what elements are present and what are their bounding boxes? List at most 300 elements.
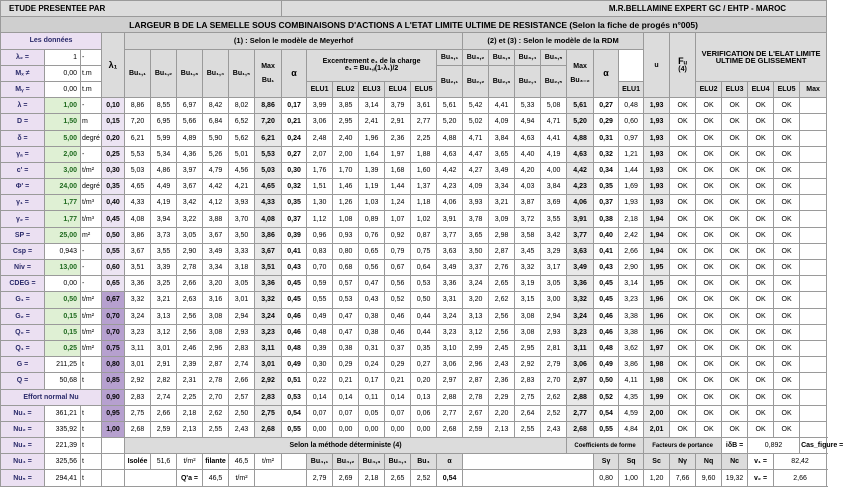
param-value[interactable]: 1,00 bbox=[45, 98, 81, 114]
bu3-cell: 3,29 bbox=[541, 243, 567, 259]
portance-header: Nγ bbox=[670, 454, 696, 470]
verif-ok-cell: OK bbox=[748, 421, 774, 437]
excentrement-cell: 0,55 bbox=[307, 292, 333, 308]
alpha-header: α bbox=[437, 454, 463, 470]
alpha2-cell: 0,45 bbox=[594, 276, 619, 292]
spacer-cell bbox=[282, 454, 307, 470]
table-row bbox=[1, 340, 827, 356]
verif-ok-cell: OK bbox=[722, 405, 748, 421]
param-value[interactable]: 1,77 bbox=[45, 211, 81, 227]
excentrement-cell: 0,21 bbox=[333, 373, 359, 389]
param-label: Nu₃ = bbox=[1, 438, 45, 454]
param-unit: t/m² bbox=[81, 324, 102, 340]
excentrement-cell: 0,20 bbox=[411, 373, 437, 389]
param-label: δ = bbox=[1, 130, 45, 146]
param-unit: t bbox=[81, 438, 102, 454]
excentrement-cell: 1,19 bbox=[359, 179, 385, 195]
verif-max-cell bbox=[800, 389, 827, 405]
bu3-cell: 4,71 bbox=[463, 130, 489, 146]
u-cell: 3,38 bbox=[619, 308, 644, 324]
table-row bbox=[1, 389, 827, 405]
alpha2-cell: 0,35 bbox=[594, 179, 619, 195]
excentrement-cell: 0,39 bbox=[307, 340, 333, 356]
max-bu3-cell: 3,63 bbox=[567, 243, 594, 259]
bu3-cell: 2,56 bbox=[489, 324, 515, 340]
verif-ok-cell: OK bbox=[696, 227, 722, 243]
lambda1-cell: 1,00 bbox=[102, 421, 125, 437]
fu-cell: 1,96 bbox=[644, 324, 670, 340]
bu21-header: Bu₂,₁ bbox=[437, 65, 463, 97]
bu3-cell: 2,65 bbox=[489, 276, 515, 292]
bu33-header: Bu₃,₃ bbox=[489, 49, 515, 65]
bu3-cell: 3,77 bbox=[437, 227, 463, 243]
bu3-cell: 2,95 bbox=[515, 340, 541, 356]
bu3-cell: 3,37 bbox=[463, 260, 489, 276]
param-value[interactable]: 5,00 bbox=[45, 130, 81, 146]
verif-ok-cell: OK bbox=[774, 405, 800, 421]
verif-ok-cell: OK bbox=[748, 260, 774, 276]
spacer-cell bbox=[463, 454, 594, 470]
excentrement-cell: 0,24 bbox=[359, 357, 385, 373]
excentrement-cell: 1,96 bbox=[359, 130, 385, 146]
alpha2-cell: 0,43 bbox=[594, 260, 619, 276]
excentrement-cell: 0,57 bbox=[333, 276, 359, 292]
param-label: Q = bbox=[1, 373, 45, 389]
fu-cell: 1,96 bbox=[644, 308, 670, 324]
bu3-cell: 2,98 bbox=[489, 227, 515, 243]
portance-header: Nc bbox=[722, 454, 748, 470]
param-value[interactable]: 1 bbox=[45, 49, 81, 65]
bu1-cell: 5,01 bbox=[229, 146, 255, 162]
table-row bbox=[1, 357, 827, 373]
u-cell: 4,84 bbox=[619, 421, 644, 437]
excentrement-cell: 0,64 bbox=[411, 260, 437, 276]
max-bu1-cell: 3,24 bbox=[255, 308, 282, 324]
excentrement-cell: 0,13 bbox=[411, 389, 437, 405]
param-unit: - bbox=[81, 98, 102, 114]
excentrement-cell: 3,79 bbox=[385, 98, 411, 114]
param-unit: t/m³ bbox=[81, 211, 102, 227]
param-unit: t bbox=[81, 470, 102, 486]
param-value[interactable]: 0,15 bbox=[45, 308, 81, 324]
verif-ok-cell: OK bbox=[670, 146, 696, 162]
param-label: λ₂ = bbox=[1, 49, 45, 65]
bu23-header: Bu₂,₃ bbox=[489, 65, 515, 97]
bu1-cell: 3,20 bbox=[203, 276, 229, 292]
bu1-cell: 6,21 bbox=[125, 130, 151, 146]
bu1-cell: 2,92 bbox=[125, 373, 151, 389]
lambda1-cell: 0,70 bbox=[102, 308, 125, 324]
bu1-cell: 2,75 bbox=[125, 405, 151, 421]
param-value[interactable]: 221,39 bbox=[45, 438, 81, 454]
max-bu3-cell: 4,23 bbox=[567, 179, 594, 195]
bu3-cell: 3,91 bbox=[437, 211, 463, 227]
alpha2-cell: 0,46 bbox=[594, 324, 619, 340]
param-value[interactable]: 325,56 bbox=[45, 454, 81, 470]
bu1-cell: 3,67 bbox=[177, 179, 203, 195]
excentrement-cell: 1,08 bbox=[333, 211, 359, 227]
excentrement-cell: 1,07 bbox=[385, 211, 411, 227]
param-value[interactable]: 1,77 bbox=[45, 195, 81, 211]
verif-ok-cell: OK bbox=[670, 357, 696, 373]
excentrement-cell: 1,30 bbox=[307, 195, 333, 211]
verif-ok-cell: OK bbox=[670, 276, 696, 292]
banner-title: LARGEUR B DE LA SEMELLE SOUS COMBINAISONS D'ACTIONS A L'ETAT LIMITE ULTIME DE RESISTANCE (Selon la fiche de progés n°005) bbox=[1, 17, 827, 33]
verif-ok-cell: OK bbox=[696, 276, 722, 292]
bu1-cell: 8,42 bbox=[203, 98, 229, 114]
excentrement-cell: 0,48 bbox=[307, 324, 333, 340]
param-value[interactable]: 294,41 bbox=[45, 470, 81, 486]
param-label: γ₁ = bbox=[1, 195, 45, 211]
bu1-cell: 3,01 bbox=[125, 357, 151, 373]
excentrement-cell: 0,68 bbox=[333, 260, 359, 276]
bu1-cell: 4,19 bbox=[151, 195, 177, 211]
bu3-cell: 3,49 bbox=[437, 260, 463, 276]
bu3-cell: 3,08 bbox=[515, 308, 541, 324]
param-unit: t bbox=[81, 421, 102, 437]
alpha-cell: 0,41 bbox=[282, 243, 307, 259]
alpha-cell: 0,37 bbox=[282, 211, 307, 227]
param-value[interactable]: 3,00 bbox=[45, 162, 81, 178]
excentrement-cell: 0,70 bbox=[307, 260, 333, 276]
param-unit: t bbox=[81, 357, 102, 373]
verif-max-cell bbox=[800, 227, 827, 243]
param-value[interactable]: 0,25 bbox=[45, 340, 81, 356]
bu1-cell: 3,08 bbox=[203, 308, 229, 324]
verif-ok-cell: OK bbox=[670, 114, 696, 130]
bu1-cell: 2,50 bbox=[229, 405, 255, 421]
v1-label: v₁ = bbox=[748, 454, 774, 470]
bu3-cell: 2,70 bbox=[541, 373, 567, 389]
bu35-header: Bu₃,₅ bbox=[541, 49, 567, 65]
alpha-cell: 0,35 bbox=[282, 195, 307, 211]
alpha2-cell: 0,55 bbox=[594, 421, 619, 437]
param-value[interactable]: 50,68 bbox=[45, 373, 81, 389]
bu3-cell: 3,00 bbox=[541, 292, 567, 308]
param-label: Csp = bbox=[1, 243, 45, 259]
param-value[interactable]: 335,92 bbox=[45, 421, 81, 437]
max-bu1-cell: 7,20 bbox=[255, 114, 282, 130]
verif-ok-cell: OK bbox=[722, 227, 748, 243]
excentrement-cell: 0,93 bbox=[333, 227, 359, 243]
bu3-cell: 5,20 bbox=[437, 114, 463, 130]
verif-max-cell bbox=[800, 308, 827, 324]
elu2-header: ELU2 bbox=[333, 81, 359, 97]
bu1-cell: 3,42 bbox=[177, 195, 203, 211]
param-label: G₁ = bbox=[1, 292, 45, 308]
alpha-cell: 0,21 bbox=[282, 114, 307, 130]
bu1-cell: 4,36 bbox=[177, 146, 203, 162]
bu1-cell: 2,13 bbox=[177, 421, 203, 437]
excentrement-header: Excentrement e₁ de la charge e₁ = Bu₁,ᵢ(1-λ₁)/2 bbox=[307, 49, 437, 81]
bu3-cell: 3,32 bbox=[515, 260, 541, 276]
excentrement-cell: 0,00 bbox=[333, 421, 359, 437]
fu-cell: 2,00 bbox=[644, 405, 670, 421]
excentrement-cell: 3,85 bbox=[333, 98, 359, 114]
alpha2-cell: 0,32 bbox=[594, 146, 619, 162]
bu3-cell: 3,50 bbox=[463, 243, 489, 259]
bu3-cell: 4,71 bbox=[541, 114, 567, 130]
excentrement-cell: 2,91 bbox=[385, 114, 411, 130]
verif-max-cell bbox=[800, 324, 827, 340]
verif-ok-cell: OK bbox=[696, 373, 722, 389]
alpha-cell: 0,45 bbox=[282, 276, 307, 292]
u-cell: 1,21 bbox=[619, 146, 644, 162]
verif-max-cell bbox=[800, 130, 827, 146]
u-cell: 2,18 bbox=[619, 211, 644, 227]
bu1-cell: 2,68 bbox=[125, 421, 151, 437]
bu1-cell: 4,89 bbox=[177, 130, 203, 146]
portance-value: 9,60 bbox=[696, 470, 722, 486]
bu1-cell: 3,25 bbox=[151, 276, 177, 292]
bu3-cell: 5,33 bbox=[515, 98, 541, 114]
alpha2-cell: 0,41 bbox=[594, 243, 619, 259]
meyerhof-header: (1) : Selon le modèle de Meyerhof bbox=[125, 33, 463, 49]
bu1-cell: 3,05 bbox=[229, 276, 255, 292]
max-bu1-cell: 3,67 bbox=[255, 243, 282, 259]
bu1-cell: 3,22 bbox=[177, 211, 203, 227]
alpha-cell: 0,49 bbox=[282, 357, 307, 373]
verif-ok-cell: OK bbox=[774, 243, 800, 259]
excentrement-cell: 2,07 bbox=[307, 146, 333, 162]
param-value[interactable]: 25,00 bbox=[45, 227, 81, 243]
coef-header: Sq bbox=[619, 454, 644, 470]
v1-value: 82,42 bbox=[774, 454, 827, 470]
bu3-cell: 5,61 bbox=[437, 98, 463, 114]
bu3-cell: 4,47 bbox=[463, 146, 489, 162]
verif-ok-cell: OK bbox=[774, 389, 800, 405]
bu3-cell: 3,08 bbox=[515, 324, 541, 340]
coef-value: 1,20 bbox=[644, 470, 670, 486]
verif-ok-cell: OK bbox=[722, 324, 748, 340]
u-cell: 3,38 bbox=[619, 324, 644, 340]
alpha2-cell: 0,54 bbox=[594, 405, 619, 421]
param-value[interactable]: 1,50 bbox=[45, 114, 81, 130]
bu3-cell: 2,99 bbox=[463, 340, 489, 356]
max-bu1-cell: 5,53 bbox=[255, 146, 282, 162]
max-bu3-cell: 4,42 bbox=[567, 162, 594, 178]
bu3-cell: 4,09 bbox=[463, 179, 489, 195]
param-unit: - bbox=[81, 276, 102, 292]
bu3-cell: 3,21 bbox=[489, 195, 515, 211]
bu3-cell: 4,27 bbox=[463, 162, 489, 178]
bu1-cell: 5,90 bbox=[203, 130, 229, 146]
excentrement-cell: 0,29 bbox=[385, 357, 411, 373]
excentrement-cell: 0,07 bbox=[307, 405, 333, 421]
excentrement-cell: 0,83 bbox=[307, 243, 333, 259]
fu-cell: 1,97 bbox=[644, 340, 670, 356]
bu3-cell: 4,23 bbox=[437, 179, 463, 195]
verif-max-cell bbox=[800, 179, 827, 195]
verif-ok-cell: OK bbox=[774, 179, 800, 195]
excentrement-cell: 0,43 bbox=[359, 292, 385, 308]
max-bu3-cell: 4,88 bbox=[567, 130, 594, 146]
bu1-cell: 4,33 bbox=[125, 195, 151, 211]
coef-header: Sc bbox=[644, 454, 670, 470]
param-label: γₐ = bbox=[1, 146, 45, 162]
verif-ok-cell: OK bbox=[774, 421, 800, 437]
bu1-cell: 2,78 bbox=[203, 373, 229, 389]
excentrement-cell: 0,14 bbox=[307, 389, 333, 405]
table-row bbox=[1, 114, 827, 130]
bu3-cell: 2,77 bbox=[437, 405, 463, 421]
verif-ok-cell: OK bbox=[774, 146, 800, 162]
param-label: Mₓ ≠ bbox=[1, 65, 45, 81]
bu3-cell: 2,64 bbox=[515, 405, 541, 421]
fu-cell: 1,93 bbox=[644, 162, 670, 178]
excentrement-cell: 0,47 bbox=[333, 308, 359, 324]
bu1-cell: 2,91 bbox=[151, 357, 177, 373]
bu1-cell: 4,65 bbox=[125, 179, 151, 195]
excentrement-cell: 1,88 bbox=[411, 146, 437, 162]
filante-label: filante bbox=[203, 454, 229, 470]
u-cell: 0,97 bbox=[619, 130, 644, 146]
verif-ok-cell: OK bbox=[748, 227, 774, 243]
bu1-cell: 4,42 bbox=[203, 179, 229, 195]
bu1-cell: 5,99 bbox=[151, 130, 177, 146]
param-value[interactable]: 0,15 bbox=[45, 324, 81, 340]
table-row bbox=[1, 130, 827, 146]
bu3-cell: 2,52 bbox=[541, 405, 567, 421]
alpha-cell: 0,46 bbox=[282, 324, 307, 340]
bu1-cell: 2,31 bbox=[177, 373, 203, 389]
fu-cell: 1,99 bbox=[644, 389, 670, 405]
verif-ok-cell: OK bbox=[670, 98, 696, 114]
bu1-cell: 5,34 bbox=[151, 146, 177, 162]
verif-ok-cell: OK bbox=[670, 405, 696, 421]
verif-ok-cell: OK bbox=[696, 357, 722, 373]
param-value[interactable]: 0,00 bbox=[45, 276, 81, 292]
bu3-cell: 3,65 bbox=[489, 146, 515, 162]
param-unit: t/m² bbox=[81, 292, 102, 308]
max-bu1-cell: 2,75 bbox=[255, 405, 282, 421]
max-bu1-cell: 4,65 bbox=[255, 179, 282, 195]
verif-ok-cell: OK bbox=[722, 421, 748, 437]
param-value[interactable]: 361,21 bbox=[45, 405, 81, 421]
bu1-cell: 3,01 bbox=[151, 340, 177, 356]
param-value[interactable]: 0,943 bbox=[45, 243, 81, 259]
max-bu3-cell: 3,06 bbox=[567, 357, 594, 373]
lambda1-cell: 0,45 bbox=[102, 211, 125, 227]
param-value[interactable]: 2,00 bbox=[45, 146, 81, 162]
table-row bbox=[1, 373, 827, 389]
bu1-cell: 3,97 bbox=[177, 162, 203, 178]
verif-elu5-header: ELU5 bbox=[774, 81, 800, 97]
verif-ok-cell: OK bbox=[696, 211, 722, 227]
fu-cell: 1,94 bbox=[644, 211, 670, 227]
bu1-cell: 2,83 bbox=[125, 389, 151, 405]
excentrement-cell: 0,22 bbox=[307, 373, 333, 389]
max-bu3-cell: 4,06 bbox=[567, 195, 594, 211]
max-bu1-cell: 8,86 bbox=[255, 98, 282, 114]
bu3-cell: 4,40 bbox=[515, 146, 541, 162]
verif-ok-cell: OK bbox=[748, 179, 774, 195]
filante-value: 46,5 bbox=[229, 454, 255, 470]
bu3-cell: 2,67 bbox=[463, 405, 489, 421]
u-cell: 0,60 bbox=[619, 114, 644, 130]
max-bu1-cell: 3,11 bbox=[255, 340, 282, 356]
excentrement-cell: 0,00 bbox=[307, 421, 333, 437]
max-bu1-cell: 4,33 bbox=[255, 195, 282, 211]
verif-max-cell bbox=[800, 146, 827, 162]
bu4-value: 2,52 bbox=[411, 470, 437, 486]
verif-ok-cell: OK bbox=[696, 260, 722, 276]
verif-ok-cell: OK bbox=[722, 98, 748, 114]
param-value[interactable]: 0,00 bbox=[45, 65, 81, 81]
excentrement-cell: 0,00 bbox=[359, 421, 385, 437]
bu3-cell: 2,20 bbox=[489, 405, 515, 421]
verif-ok-cell: OK bbox=[748, 98, 774, 114]
fu-cell: 1,98 bbox=[644, 357, 670, 373]
param-label: SP = bbox=[1, 227, 45, 243]
bu3-cell: 4,88 bbox=[437, 130, 463, 146]
verif-ok-cell: OK bbox=[670, 373, 696, 389]
excentrement-cell: 1,37 bbox=[411, 179, 437, 195]
verif-ok-cell: OK bbox=[670, 179, 696, 195]
max-bu3-cell: 3,77 bbox=[567, 227, 594, 243]
param-label: Q₀ = bbox=[1, 324, 45, 340]
max-bu3-cell: 3,11 bbox=[567, 340, 594, 356]
alpha-cell: 0,54 bbox=[282, 405, 307, 421]
spacer-cell bbox=[255, 470, 307, 486]
u-cell: 3,14 bbox=[619, 276, 644, 292]
v2-value: 2,66 bbox=[774, 470, 827, 486]
u-cell: 2,66 bbox=[619, 243, 644, 259]
verif-ok-cell: OK bbox=[748, 162, 774, 178]
param-label: Φ' = bbox=[1, 179, 45, 195]
bu1-cell: 2,63 bbox=[177, 292, 203, 308]
excentrement-cell: 2,36 bbox=[385, 130, 411, 146]
verif-ok-cell: OK bbox=[748, 340, 774, 356]
bu3-cell: 4,42 bbox=[437, 162, 463, 178]
lambda1-cell: 0,35 bbox=[102, 179, 125, 195]
bu1-cell: 8,02 bbox=[229, 98, 255, 114]
excentrement-cell: 3,99 bbox=[307, 98, 333, 114]
param-unit: t/m³ bbox=[81, 195, 102, 211]
bu31-header: Bu₃,₁ bbox=[437, 49, 463, 65]
verif-ok-cell: OK bbox=[696, 389, 722, 405]
bu1-cell: 4,08 bbox=[125, 211, 151, 227]
verif-max-cell bbox=[800, 276, 827, 292]
bu4-header: Bu₄,₁ bbox=[307, 454, 333, 470]
param-value[interactable]: 0,00 bbox=[45, 81, 81, 97]
bu1-cell: 3,51 bbox=[125, 260, 151, 276]
verif-max-cell bbox=[800, 373, 827, 389]
param-value[interactable]: 13,00 bbox=[45, 260, 81, 276]
verif-ok-cell: OK bbox=[722, 389, 748, 405]
bu3-cell: 2,43 bbox=[489, 357, 515, 373]
excentrement-cell: 0,14 bbox=[333, 389, 359, 405]
bu3-cell: 3,49 bbox=[489, 162, 515, 178]
excentrement-cell: 2,77 bbox=[411, 114, 437, 130]
excentrement-cell: 1,24 bbox=[385, 195, 411, 211]
excentrement-cell: 0,00 bbox=[411, 421, 437, 437]
param-value[interactable]: 24,00 bbox=[45, 179, 81, 195]
param-value[interactable]: 211,25 bbox=[45, 357, 81, 373]
verif-max-cell bbox=[800, 357, 827, 373]
alpha-cell: 0,45 bbox=[282, 292, 307, 308]
param-value[interactable]: 0,50 bbox=[45, 292, 81, 308]
bu24-header: Bu₂,₄ bbox=[515, 65, 541, 97]
bu1-cell: 2,66 bbox=[229, 373, 255, 389]
bu3-cell: 2,78 bbox=[463, 389, 489, 405]
excentrement-cell: 1,60 bbox=[411, 162, 437, 178]
verif-max-cell bbox=[800, 421, 827, 437]
param-unit: m² bbox=[81, 227, 102, 243]
bu3-cell: 4,19 bbox=[541, 146, 567, 162]
lambda1-cell: 0,15 bbox=[102, 114, 125, 130]
fu-cell: 1,95 bbox=[644, 260, 670, 276]
